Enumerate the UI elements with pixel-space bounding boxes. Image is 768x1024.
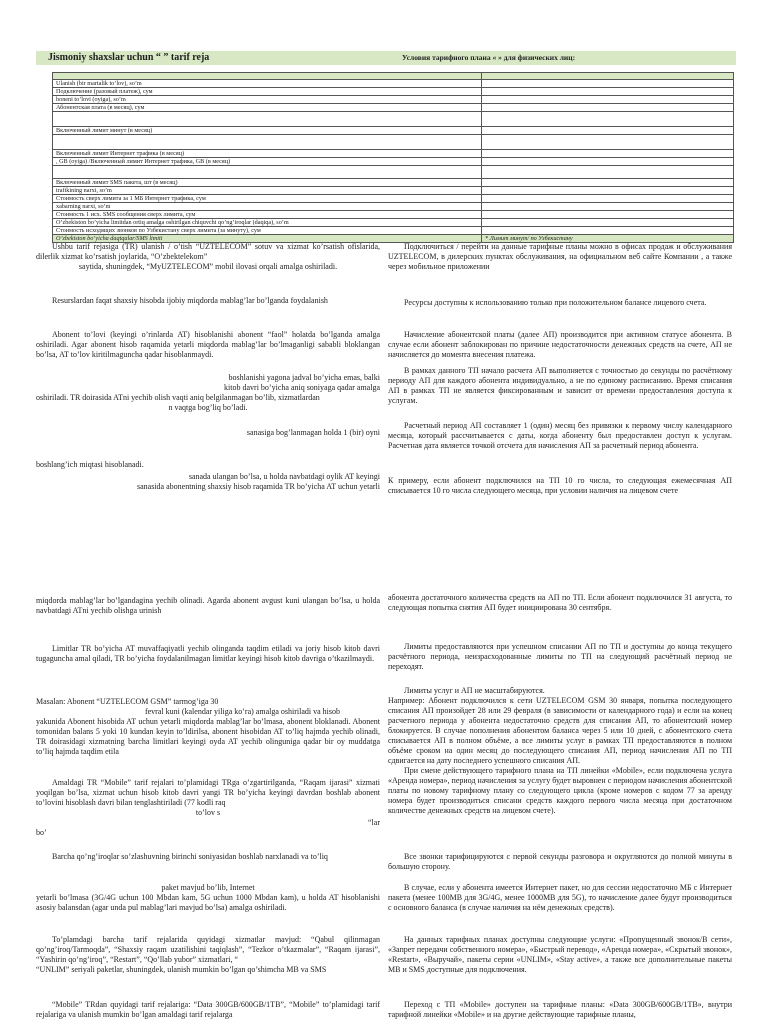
- table-row: [53, 88, 734, 96]
- paragraph: Расчетный период АП составляет 1 (один) месяц без привязки к первому числу календарного месяца, который рассчитывается с даты, когда абоненту был предоставлен доступ к услугам. Расчетная дата является точкой отсчета для начисления АП за расчетный период абонента.: [388, 421, 732, 450]
- paragraph: Лимиты услуг и АП не масштабируются.: [404, 686, 545, 695]
- right-para-10: [388, 852, 732, 872]
- paragraph: В случае, если у абонента имеется Интернет пакет, но для сессии недостаточно МБ с Интернет пакета (менее 100MB для 3G/4G, менее 1000MB для 5G), то начисление далее будут производиться с основного баланса (в случае наличия на нём денежных средств).: [388, 883, 732, 912]
- right-para-11: [388, 883, 732, 913]
- paragraph: Например: Абонент подключился к сети UZTELECOM GSM 30 января, попытка последующего списания АП произойдет 28 или 29 февраля (в зависимости от календарного года) и если на конец расчетного периода у абонента недостаточно средств для списания АП, то абонентский номер блокируется. В случае пополнения абонентом баланса через 5 или 10 дней, с абонентского счета списывается АП в полном объёме, а все лимиты услуг в рамках ТП предоставляются в полном объёме сроком на один месяц до последующего списания АП, период начисления АП по ТП сдвигается на дату последнего успешного списания АП.: [388, 696, 732, 765]
- table-cell: [53, 166, 482, 179]
- header-bar: [36, 51, 736, 65]
- left-para-11: [36, 778, 380, 838]
- table-cell: Включенный лимит Интернет трафика (в месяц): [53, 150, 482, 158]
- table-row: [53, 80, 734, 88]
- left-para-2: [36, 296, 380, 306]
- table-row: [53, 219, 734, 227]
- left-para-9: [36, 644, 380, 664]
- paragraph: sanasiga bog’lanmagan holda 1 (bir) oyni: [246, 428, 380, 437]
- left-para-8: [36, 596, 380, 616]
- right-para-2: [388, 298, 732, 308]
- table-cell: boneni to’lovi (oyiga), so’m: [53, 96, 482, 104]
- paragraph: Ресурсы доступны к использованию только при положительном балансе лицевого счета.: [404, 298, 707, 307]
- table-cell-last-left: O’zbekiston bo’yicha daqiqalar/SMS limiti: [53, 235, 482, 243]
- table-row: [53, 166, 734, 179]
- tariff-table: [52, 72, 734, 243]
- right-para-12: [388, 935, 732, 975]
- paragraph: Masalan: Abonent “UZTELECOM GSM” tarmog’iga 30: [36, 697, 219, 706]
- table-cell: Стоимость 1 исх. SMS сообщения сверх лимита, сум: [53, 211, 482, 219]
- left-para-3: [36, 330, 380, 360]
- paragraph: n vaqtga bog’liq bo’ladi.: [168, 403, 248, 412]
- paragraph: Лимиты предоставляются при успешном списании АП по ТП и доступны до конца текущего расчётного периода, неизрасходованные лимиты по ТП на следующий расчётный период не переходят.: [388, 642, 732, 671]
- paragraph: Подключиться / перейти на данные тарифные планы можно в офисах продаж и обслуживания UZTELECOM, в дилерских пунктах обслуживания, на официальном веб сайте Компании , а также через мобильное приложении: [388, 242, 732, 271]
- paragraph: To’plamdagi barcha tarif rejalarida quyidagi xizmatlar mavjud: “Qabul qilinmagan qo’ng’iroq/Tarmoqda”, “Shaxsiy raqam uzatilishini taqiqlash”, “Tezkor o’tkazmalar”, “Raqam ijarasi”, “Yashirin qo’ng’iroq”, “Restart”, “Qo’llab yubor” xizmatlari, “: [36, 935, 380, 964]
- paragraph: В рамках данного ТП начало расчета АП выполняется с точностью до секунды по расчётному периоду АП для каждого абонента индивидуально, а не по единому расписанию. Время списания АП в рамках ТП не является фиксированным и зависит от времени предоставления доступа к услугам.: [388, 366, 732, 405]
- table-row: [53, 112, 734, 127]
- left-para-4: [36, 373, 380, 413]
- left-para-14: [36, 935, 380, 975]
- table-cell: Включенный лимит SMS пакета, шт (в месяц): [53, 179, 482, 187]
- paragraph: Все звонки тарифицируются с первой секунды разговора и округляются до полной минуты в большую сторону.: [388, 852, 732, 871]
- paragraph: К примеру, если абонент подключился на ТП 10 го числа, то следующая ежемесячная АП списывается 10 го числа следующего месяца, при условии наличия на лицевом счете: [388, 476, 732, 495]
- paragraph: “UNLIM” seriyali paketlar, shuningdek, ulanish mumkin bo’lgan qo’shimcha MB va SMS: [36, 965, 327, 974]
- left-para-7: [36, 472, 380, 492]
- table-row: [53, 211, 734, 219]
- paragraph: Начисление абонентской платы (далее АП) производится при активном статусе абонента. В случае если абонент заблокирован по причине недостаточности денежных средств на счете, АП не начисляется до момента внесения платежа.: [388, 330, 732, 359]
- right-para-3: [388, 330, 732, 360]
- paragraph: to’lov s: [195, 808, 221, 817]
- left-para-10: [36, 697, 380, 757]
- paragraph: “Mobile” TRdan quyidagi tarif rejalariga: “Data 300GB/600GB/1TB”, “Mobile” to’plamidagi tarif rejalariga va ulanish mumkin bo’lgan amaldagi tarif rejalarga: [36, 1000, 380, 1019]
- paragraph: boshlanishi yagona jadval bo’yicha emas, balki: [228, 373, 380, 382]
- paragraph: “lar: [368, 818, 380, 827]
- table-row: [53, 179, 734, 187]
- left-para-6: [36, 460, 380, 470]
- table-cell: [53, 135, 482, 150]
- table-cell: Ulanish (bir martalik to’lov), so’m: [53, 80, 482, 88]
- table-cell: xabarning narxi, so’m: [53, 203, 482, 211]
- left-para-1: [36, 242, 380, 272]
- right-para-4: [388, 366, 732, 406]
- table-row: [53, 187, 734, 195]
- table-cell: Включенный лимит минут (в месяц): [53, 127, 482, 135]
- paragraph: На данных тарифных планах доступны следующие услуги: «Пропущенный звонок/В сети», «Запрет передачи собственного номера», «Быстрый перевод», «Аренда номера», «Скрытый звонок», «Restart», «Выручай», пакеты серии «UNLIM», «Stay active», а также все дополнительные пакеты МВ и SMS доступные для подключения.: [388, 935, 732, 974]
- table-row: [53, 96, 734, 104]
- right-para-7: [388, 593, 732, 613]
- table-row: [53, 227, 734, 235]
- paragraph: saytida, shuningdek, “MyUZTELECOM” mobil ilovasi orqali amalga oshiriladi.: [78, 262, 338, 271]
- paragraph: sanasida abonentning shaxsiy hisob raqamida TR bo’yicha AT uchun yetarli: [137, 482, 380, 491]
- paragraph: boshlang’ich miqtasi hisoblanadi.: [36, 460, 144, 469]
- paragraph: oshiriladi. TR doirasida ATni yechib olish vaqti aniq belgilanmagan bo’lib, xizmatlardan: [36, 393, 320, 402]
- paragraph: yakunida Abonent hisobida AT uchun yetarli miqdorda mablag’lar bo’lmasa, abonent bloklanadi. Abonent tomonidan balans 5 yoki 10 kundan keyin to’ldirilsa, abonent hisobidan AT to’liq hajmda yechib olinadi, TR doirasidagi xizmatning barcha limitlari keyingi oyda AT yechib olinguniga qadar bir oy muddatga to’liq hajmda taqdim etila: [36, 717, 380, 756]
- paragraph: miqdorda mablag’lar bo’lgandagina yechib olinadi. Agarda abonent avgust kuni ulangan bo’lsa, u holda navbatdagi ATni yechib olishga urinish: [36, 596, 380, 615]
- left-para-5: [36, 428, 380, 438]
- paragraph: yetarli bo’lmasa (3G/4G uchun 100 Mbdan kam, 5G uchun 1000 Mbdan kam), u holda AT hisoblanishi asosiy balansdan (agar unda pul mablag’lari mavjud bo’lsa) amalga oshiriladi.: [36, 893, 380, 912]
- table-row: [53, 135, 734, 150]
- table-cell: [53, 112, 482, 127]
- paragraph: Amaldagi TR “Mobile” tarif rejalari to’plamidagi TRga o’zgartirilganda, “Raqam ijarasi” xizmati yoqilgan bo’lsa, xizmat uchun hisob kitob davri yangi TR bo’yicha keyingi davrdan boshlab abonent to’lovini hisoblash davri bilan tenglashtiriladi (77 kodli raq: [36, 778, 380, 807]
- table-row: [53, 104, 734, 112]
- paragraph: fevral kuni (kalendar yiliga ko’ra) amalga oshiriladi va hisob: [144, 707, 340, 716]
- table-cell-last-right: * Лимит минут/ по Узбекистану: [482, 235, 734, 243]
- right-para-8: [388, 642, 732, 672]
- header-ru-title: Условия тарифного плана « » для физических лиц:: [402, 53, 576, 62]
- table-row: [53, 127, 734, 135]
- paragraph: bo’: [36, 828, 47, 837]
- paragraph: Переход с ТП «Mobile» доступен на тарифные планы: «Data 300GB/600GB/1TB», внутри тарифной линейки «Mobile» и на другие действующие тарифные планы,: [388, 1000, 732, 1019]
- right-para-13: [388, 1000, 732, 1020]
- table-row: [53, 203, 734, 211]
- paragraph: абонента достаточного количества средств на АП по ТП. Если абонент подключился 31 августа, то следующая попытка снятия АП будет инициирована 30 сентября.: [388, 593, 732, 612]
- paragraph: Abonent to’lovi (keyingi o’rinlarda AT) hisoblanishi abonent “faol” holatda bo’lganda amalga oshiriladi. Agar abonent hisob raqamida yetarli miqdorda mablag’lar bo’lmaganligi sababli bloklangan bo’lsa, AT to’lov kiritilmaguncha qadar hisoblanmaydi.: [36, 330, 380, 359]
- table-cell: , GB (oyiga) /Включенный лимит Интернет трафика, GB (в месяц): [53, 158, 482, 166]
- table-cell: trafikining narxi, so’m: [53, 187, 482, 195]
- table-cell: O’zbekiston bo’yicha limitdan ortiq amalga oshirilgan chiquvchi qo’ng’iroqlar (daqiqa), so’m: [53, 219, 482, 227]
- table-cell: Стоимость сверх лимита за 1 МБ Интернет трафика, сум: [53, 195, 482, 203]
- paragraph: kitob davri bo’yicha aniq soniyaga qadar amalga: [224, 383, 380, 392]
- right-para-1: [388, 242, 732, 272]
- paragraph: Barcha qo’ng’iroqlar so’zlashuvning birinchi soniyasidan boshlab narxlanadi va to’liq: [52, 852, 328, 861]
- table-cell: Подключение (разовый платеж), сум: [53, 88, 482, 96]
- paragraph: paket mavjud bo’lib, Internet: [161, 883, 255, 892]
- left-para-12: [36, 852, 380, 862]
- left-para-13: [36, 883, 380, 913]
- table-cell: Абонентская плата (в месяц), сум: [53, 104, 482, 112]
- left-para-15: [36, 1000, 380, 1020]
- table-cell: Стоимость исходящих звонков по Узбекистану сверх лимита (за минуту), сум: [53, 227, 482, 235]
- paragraph: Limitlar TR bo’yicha AT muvaffaqiyatli yechib olinganda taqdim etiladi va joriy hisob kitob davri tugaguncha amal qiladi, TR bo’yicha foydalanilmagan limitlar keyingi hisob kitob davriga o’tkazilmaydi.: [36, 644, 380, 663]
- table-row: [53, 158, 734, 166]
- table-row: [53, 150, 734, 158]
- paragraph: sanada ulangan bo’lsa, u holda navbatdagi oylik AT keyingi: [188, 472, 380, 481]
- right-para-6: [388, 476, 732, 496]
- table-row: [53, 195, 734, 203]
- right-para-9: [388, 686, 732, 816]
- paragraph: Resurslardan faqat shaxsiy hisobda ijobiy miqdorda mablag’lar bo’lganda foydalanish: [52, 296, 328, 305]
- paragraph: Ushbu tarif rejasiga (TR) ulanish / o’tish “UZTELECOM” sotuv va xizmat ko’rsatish ofislarida, dilerlik xizmat ko’rsatish joylarida, “O’zbektelekom”: [36, 242, 380, 261]
- paragraph: При смене действующего тарифного плана на ТП линейки «Mobile», если подключена услуга «Аренда номера», период начисления за услугу будет выровнен с периодом начисления абонентской платы по новому тарифному плану со следующего цикла (кроме номеров с кодом 77 за аренду номера будет производиться списани средств каждого первого числа месяца при достаточном количестве денежных средств на лицевом счете).: [388, 766, 732, 815]
- right-para-5: [388, 421, 732, 451]
- header-uz-title: Jismoniy shaxslar uchun “ ” tarif reja: [48, 52, 210, 63]
